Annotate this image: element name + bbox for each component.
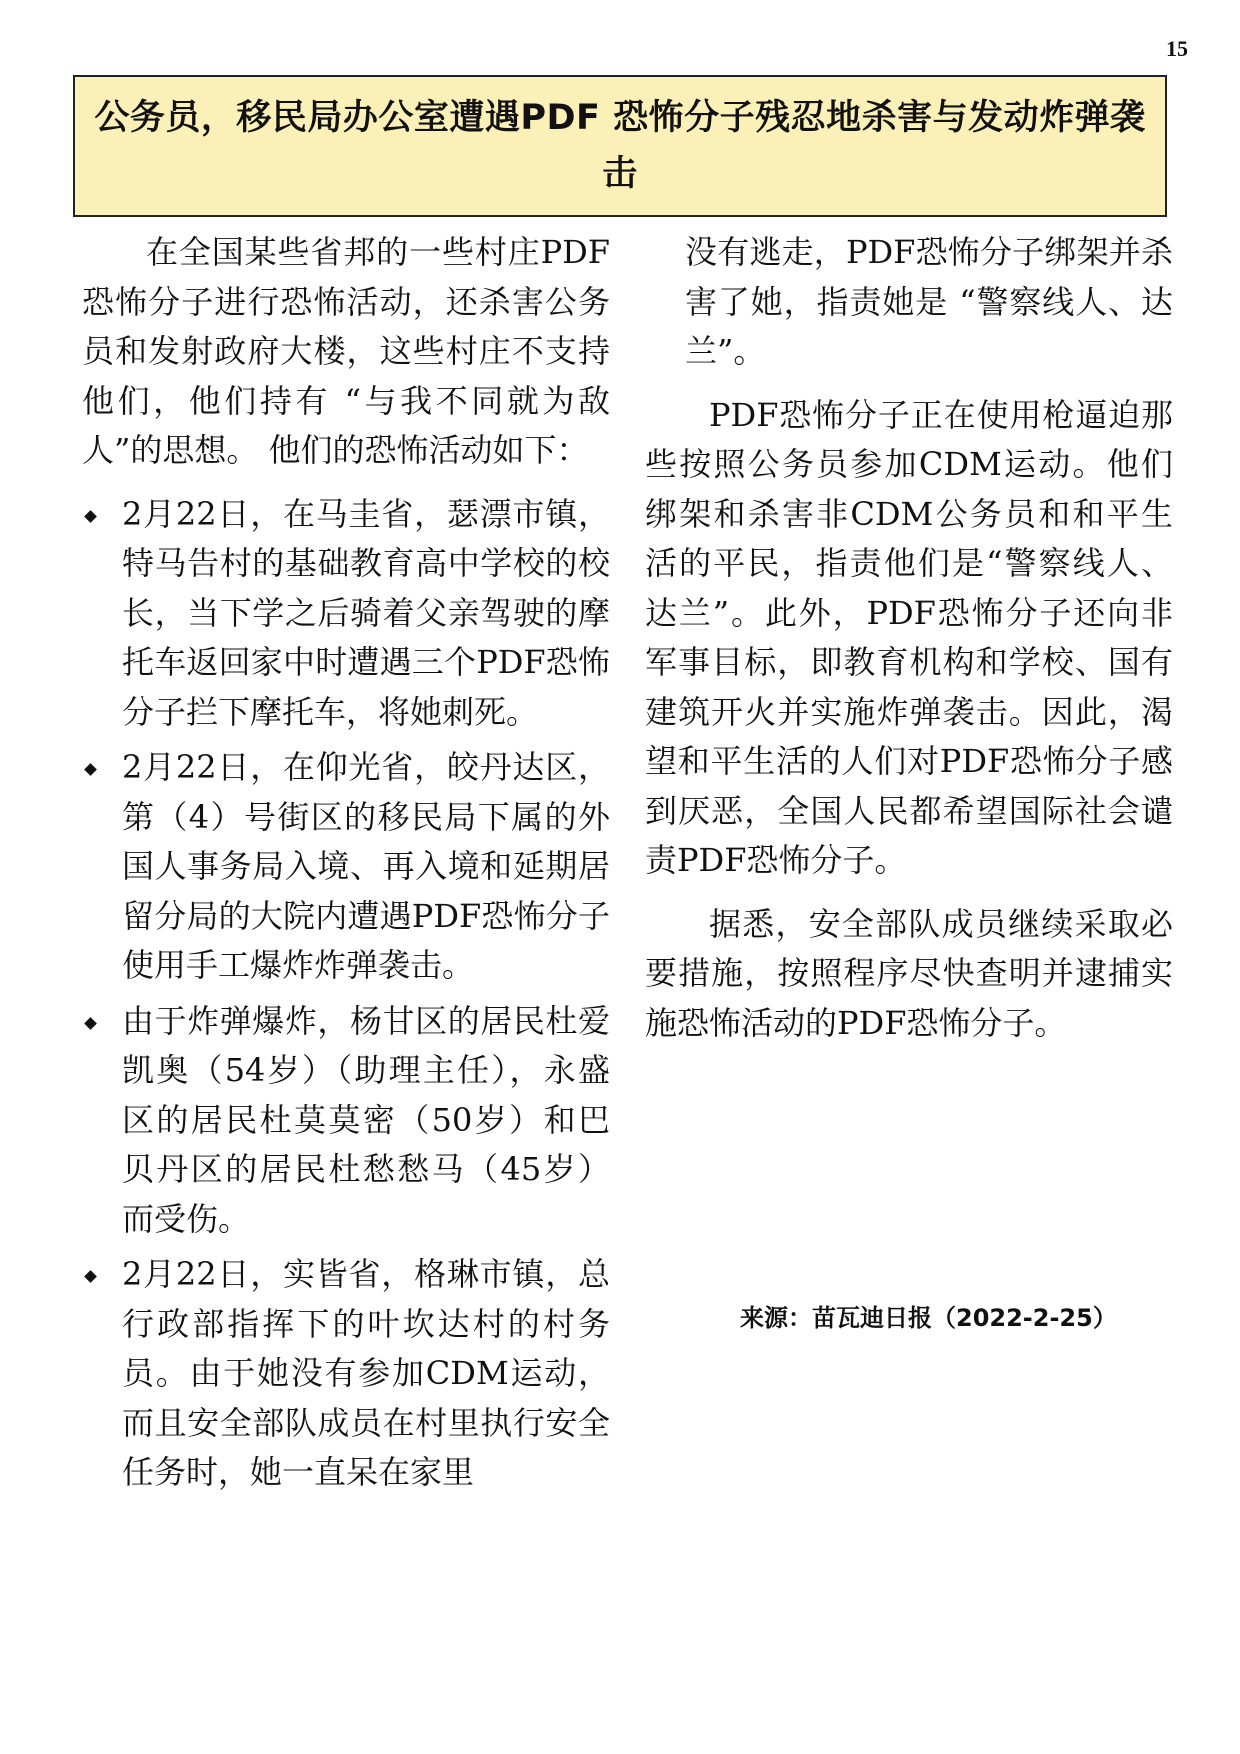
diamond-bullet-icon [84,1017,97,1030]
diamond-bullet-icon [84,510,97,523]
source-credit: 来源：苗瓦迪日报（2022-2-25） [740,1304,1117,1332]
incident-item-4 [82,1250,610,1498]
incident-list [82,490,610,1498]
intro-paragraph: 在全国某些省邦的一些村庄PDF恐怖分子进行恐怖活动，还杀害公务员和发射政府大楼，这些村庄不支持他们，他们持有 “与我不同就为敌人”的思想。 他们的恐怖活动如下： [82,233,610,469]
diamond-bullet-icon [84,763,97,776]
page-number: 15 [1166,36,1188,61]
incident-text: 2月22日，在马圭省，瑟漂市镇，特马告村的基础教育高中学校的校长，当下学之后骑着父亲驾驶的摩托车返回家中时遭遇三个PDF恐怖分子拦下摩托车，将她刺死。 [122,494,610,731]
incident-text: 2月22日，实皆省，格琳市镇，总行政部指挥下的叶坎达村的村务员。由于她没有参加CDM运动，而且安全部队成员在村里执行安全任务时，她一直呆在家里 [122,1255,610,1491]
incident-text: 2月22日，在仰光省，皎丹达区，第（4）号街区的移民局下属的外国人事务局入境、再入境和延期居留分局的大院内遭遇PDF恐怖分子使用手工爆炸炸弹袭击。 [122,748,610,984]
article-title: 公务员，移民局办公室遭遇PDF 恐怖分子残忍地杀害与发动炸弹袭击 [94,98,1146,194]
diamond-bullet-icon [84,1270,97,1283]
title-banner [73,75,1167,217]
incident-item-1 [82,490,610,738]
left-column [82,228,610,1504]
body-paragraph-2: PDF恐怖分子正在使用枪逼迫那些按照公务员参加CDM运动。他们绑架和杀害非CDM公务员和和平生活的平民，指责他们是“警察线人、达兰”。此外，PDF恐怖分子还向非军事目标，即教育机构和学校、国有建筑开火并实施炸弹袭击。因此，渴望和平生活的人们对PDF恐怖分子感到厌恶，全国人民都希望国际社会谴责PDF恐怖分子。 [645,395,1173,879]
right-column [645,228,1173,1048]
incident-item-3 [82,997,610,1245]
incident-item-2 [82,743,610,991]
incident-text: 由于炸弹爆炸，杨甘区的居民杜爱凯奥（54岁）（助理主任），永盛区的居民杜莫莫密（50岁）和巴贝丹区的居民杜愁愁马（45岁）而受伤。 [122,1001,610,1238]
incident-continuation: 没有逃走，PDF恐怖分子绑架并杀害了她，指责她是 “警察线人、达兰”。 [685,233,1173,370]
body-paragraph-3: 据悉，安全部队成员继续采取必要措施，按照程序尽快查明并逮捕实施恐怖活动的PDF恐怖分子。 [645,904,1173,1042]
